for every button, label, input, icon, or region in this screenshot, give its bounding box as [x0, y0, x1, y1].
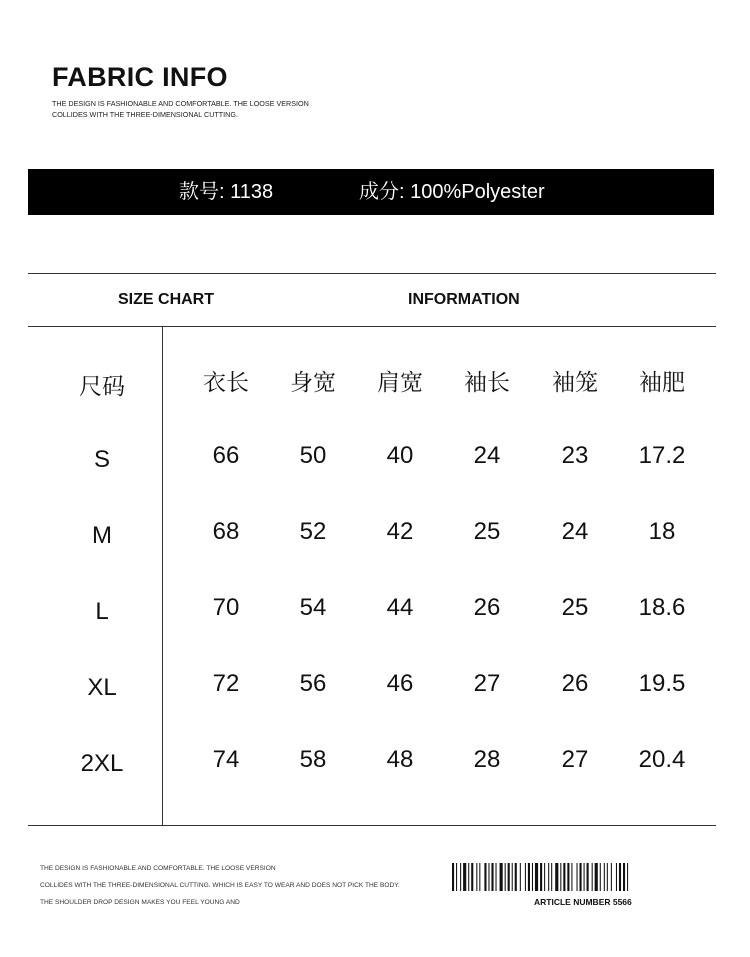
table-cell: 74 [212, 746, 240, 773]
column-header: 衣长 [203, 368, 249, 395]
barcode-bar [505, 863, 506, 891]
table-cell: 27 [473, 670, 501, 697]
table-cell: 24 [561, 518, 589, 545]
table-row [0, 570, 750, 646]
information-header: INFORMATION [408, 291, 520, 308]
size-label: 2XL [80, 750, 124, 777]
subtitle-line: COLLIDES WITH THE THREE-DIMENSIONAL CUTTING. [52, 110, 238, 119]
footer-line: THE DESIGN IS FASHIONABLE AND COMFORTABLE. THE LOOSE VERSION [40, 865, 276, 872]
table-cell: 18.6 [638, 594, 686, 621]
table-cell: 26 [561, 670, 589, 697]
barcode-bar [471, 863, 473, 891]
column-header-size: 尺码 [79, 372, 125, 399]
table-cell: 56 [299, 670, 327, 697]
table-cell: 52 [299, 518, 327, 545]
table-row [0, 722, 750, 798]
column-header: 身宽 [290, 368, 336, 395]
barcode-bar [520, 863, 521, 891]
barcode-bar [496, 863, 497, 891]
table-cell: 18 [648, 518, 676, 545]
size-label: S [93, 446, 110, 473]
barcode-bar [616, 863, 617, 891]
table-cell: 50 [299, 442, 327, 469]
article-number: ARTICLE NUMBER 5566 [534, 897, 632, 907]
table-cell: 42 [386, 518, 414, 545]
page-subtitle [52, 98, 352, 120]
barcode-bar [491, 863, 493, 891]
table-cell: 25 [473, 518, 501, 545]
table-cell: 28 [473, 746, 501, 773]
barcode-bar [580, 863, 582, 891]
barcode-bar [532, 863, 533, 891]
barcode-bar [548, 863, 549, 891]
footer-line: COLLIDES WITH THE THREE-DIMENSIONAL CUTTING. WHICH IS EASY TO WEAR AND DOES NOT PICK THE BODY. [40, 882, 400, 889]
barcode-bar [563, 863, 565, 891]
barcode-bar [619, 863, 621, 891]
style-number: 款号: 1138 [179, 181, 274, 203]
barcode-bar [525, 863, 526, 891]
column-header: 肩宽 [377, 368, 423, 395]
table-cell: 27 [561, 746, 589, 773]
barcode-bar [468, 863, 469, 891]
barcode-bar [607, 863, 608, 891]
barcode-bar [560, 863, 561, 891]
barcode-bar [512, 863, 513, 891]
size-label: M [92, 522, 112, 549]
barcode-bar [600, 863, 601, 891]
column-header: 袖肥 [639, 368, 685, 395]
table-cell: 66 [212, 442, 240, 469]
table-cell: 68 [212, 518, 240, 545]
barcode-bar [528, 863, 530, 891]
info-banner [28, 169, 714, 215]
table-cell: 44 [386, 594, 414, 621]
table-cell: 70 [212, 594, 240, 621]
table-cell: 58 [299, 746, 327, 773]
barcode-bar [460, 863, 461, 891]
barcode-bar [535, 863, 538, 891]
barcode-icon [452, 863, 710, 891]
barcode-bar [611, 863, 612, 891]
page-title: FABRIC INFO [52, 62, 228, 92]
table-cell: 23 [561, 442, 589, 469]
column-header: 袖笼 [552, 368, 598, 395]
barcode-bar [587, 863, 589, 891]
barcode-bar [577, 863, 578, 891]
barcode-bar [456, 863, 457, 891]
table-cell: 17.2 [638, 442, 686, 469]
barcode-bar [463, 863, 466, 891]
footer-description [40, 864, 400, 915]
barcode-bar [540, 863, 542, 891]
table-cell: 48 [386, 746, 414, 773]
column-header: 袖长 [464, 368, 510, 395]
table-cell: 46 [386, 670, 414, 697]
table-cell: 24 [473, 442, 501, 469]
table-header-row [0, 342, 750, 418]
subtitle-line: THE DESIGN IS FASHIONABLE AND COMFORTABLE. THE LOOSE VERSION [52, 99, 309, 108]
barcode-bar [567, 863, 569, 891]
barcode-bar [595, 863, 598, 891]
barcode-bar [544, 863, 545, 891]
divider-mid [28, 326, 716, 327]
barcode-bar [500, 863, 503, 891]
barcode-bar [488, 863, 489, 891]
barcode-bar [592, 863, 593, 891]
table-cell: 25 [561, 594, 589, 621]
barcode-bar [627, 863, 628, 891]
table-row [0, 646, 750, 722]
size-label: XL [87, 674, 117, 701]
barcode-bar [584, 863, 585, 891]
barcode-bar [508, 863, 510, 891]
barcode-bar [452, 863, 454, 891]
divider-top [28, 273, 716, 274]
size-label: L [95, 598, 109, 625]
barcode-bar [571, 863, 572, 891]
size-chart-header: SIZE CHART [118, 291, 214, 308]
divider-bottom [28, 825, 716, 826]
barcode-bar [476, 863, 477, 891]
table-cell: 26 [473, 594, 501, 621]
table-cell: 40 [386, 442, 414, 469]
barcode-bar [623, 863, 625, 891]
barcode-bar [555, 863, 558, 891]
barcode-bar [484, 863, 486, 891]
table-row [0, 418, 750, 494]
table-cell: 54 [299, 594, 327, 621]
composition: 成分: 100%Polyester [359, 181, 545, 203]
table-cell: 72 [212, 670, 240, 697]
barcode-bar [515, 863, 517, 891]
table-cell: 19.5 [638, 670, 686, 697]
barcode-bar [551, 863, 552, 891]
barcode-bar [604, 863, 605, 891]
table-cell: 20.4 [638, 746, 686, 773]
table-row [0, 494, 750, 570]
footer-line: THE SHOULDER DROP DESIGN MAKES YOU FEEL YOUNG AND [40, 899, 240, 906]
barcode-bar [479, 863, 480, 891]
